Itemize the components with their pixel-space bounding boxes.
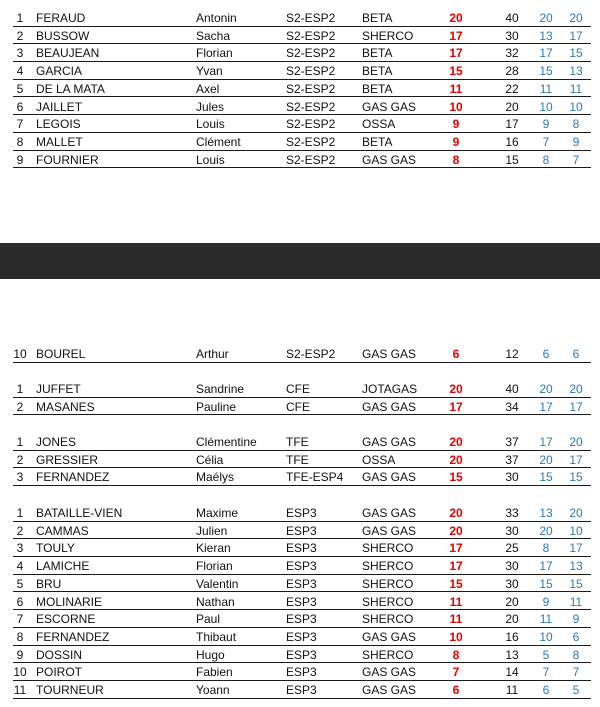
position-cell: 9	[16, 152, 24, 167]
points-cell: 11	[449, 81, 463, 96]
round2-cell: 17	[569, 399, 583, 414]
round1-cell: 20	[539, 452, 553, 467]
first-name-cell: Louis	[196, 117, 225, 132]
total-cell: 11	[505, 683, 519, 697]
category-cell: ESP3	[286, 559, 317, 574]
total-cell: 30	[505, 470, 519, 485]
motorcycle-cell: BETA	[362, 11, 393, 25]
last-name-cell: BUSSOW	[36, 28, 90, 43]
points-cell: 17	[449, 559, 463, 574]
motorcycle-cell: GAS GAS	[362, 629, 417, 644]
total-cell: 22	[505, 81, 519, 96]
table-row	[13, 98, 591, 116]
last-name-cell: BRU	[36, 576, 62, 591]
category-cell: ESP3	[286, 594, 317, 609]
table-row	[13, 468, 591, 486]
first-name-cell: Clémentine	[196, 435, 257, 449]
table-row	[13, 504, 591, 522]
position-cell: 8	[16, 134, 24, 149]
category-cell: ESP3	[286, 506, 317, 520]
points-cell: 9	[452, 134, 460, 149]
category-cell: ESP3	[286, 612, 317, 627]
last-name-cell: GARCIA	[36, 64, 83, 79]
total-cell: 34	[505, 399, 519, 414]
last-name-cell: MOLINARIE	[36, 594, 103, 609]
round1-cell: 8	[542, 541, 550, 556]
total-cell: 13	[505, 647, 519, 662]
round1-cell: 6	[542, 347, 550, 361]
points-cell: 15	[449, 64, 463, 79]
round2-cell: 20	[569, 435, 583, 449]
motorcycle-cell: GAS GAS	[362, 399, 417, 414]
position-cell: 1	[16, 11, 24, 25]
points-cell: 6	[452, 683, 460, 697]
points-cell: 17	[449, 399, 463, 414]
category-cell: S2-ESP2	[286, 11, 336, 25]
motorcycle-cell: GAS GAS	[362, 523, 417, 538]
round1-cell: 7	[542, 665, 550, 680]
category-cell: TFE-ESP4	[286, 470, 344, 485]
round2-cell: 8	[572, 117, 580, 132]
first-name-cell: Florian	[196, 46, 233, 61]
position-cell: 7	[16, 117, 24, 132]
total-cell: 16	[505, 629, 519, 644]
position-cell: 10	[13, 347, 27, 361]
position-cell: 2	[16, 452, 24, 467]
round2-cell: 20	[569, 382, 583, 396]
category-cell: S2-ESP2	[286, 99, 336, 114]
table-row	[13, 398, 591, 416]
first-name-cell: Sacha	[196, 28, 231, 43]
table-row	[13, 380, 591, 398]
table-row	[13, 151, 591, 169]
last-name-cell: JONES	[36, 435, 77, 449]
table-row	[13, 44, 591, 62]
last-name-cell: ESCORNE	[36, 612, 96, 627]
last-name-cell: MASANES	[36, 399, 95, 414]
category-cell: ESP3	[286, 683, 317, 697]
first-name-cell: Yvan	[196, 64, 223, 79]
points-cell: 6	[452, 347, 460, 361]
table-row	[13, 62, 591, 80]
first-name-cell: Sandrine	[196, 382, 245, 396]
first-name-cell: Florian	[196, 559, 233, 574]
total-cell: 40	[505, 382, 519, 396]
motorcycle-cell: GAS GAS	[362, 470, 417, 485]
first-name-cell: Valentin	[196, 576, 239, 591]
round2-cell: 7	[572, 665, 580, 680]
position-cell: 11	[13, 683, 27, 697]
total-cell: 30	[505, 28, 519, 43]
round1-cell: 17	[539, 399, 553, 414]
category-cell: S2-ESP2	[286, 28, 336, 43]
category-cell: S2-ESP2	[286, 46, 336, 61]
motorcycle-cell: OSSA	[362, 117, 396, 132]
table-row	[13, 27, 591, 45]
category-cell: ESP3	[286, 647, 317, 662]
total-cell: 28	[505, 64, 519, 79]
motorcycle-cell: SHERCO	[362, 576, 414, 591]
round1-cell: 11	[539, 81, 553, 96]
total-cell: 32	[505, 46, 519, 61]
first-name-cell: Louis	[196, 152, 225, 167]
round2-cell: 10	[569, 99, 583, 114]
points-cell: 8	[452, 647, 460, 662]
last-name-cell: TOURNEUR	[36, 683, 104, 697]
position-cell: 9	[16, 647, 24, 662]
points-cell: 15	[449, 470, 463, 485]
category-cell: ESP3	[286, 629, 317, 644]
last-name-cell: LEGOIS	[36, 117, 81, 132]
round1-cell: 13	[539, 28, 553, 43]
round1-cell: 17	[539, 46, 553, 61]
round2-cell: 13	[569, 559, 583, 574]
points-cell: 20	[449, 452, 463, 467]
page-separator-bar	[0, 243, 600, 279]
points-cell: 20	[449, 523, 463, 538]
table-row	[13, 451, 591, 469]
total-cell: 30	[505, 576, 519, 591]
total-cell: 12	[505, 347, 519, 361]
points-cell: 20	[449, 382, 463, 396]
table-row	[13, 345, 591, 363]
first-name-cell: Kieran	[196, 541, 231, 556]
motorcycle-cell: BETA	[362, 134, 393, 149]
round1-cell: 10	[539, 99, 553, 114]
motorcycle-cell: SHERCO	[362, 612, 414, 627]
motorcycle-cell: SHERCO	[362, 28, 414, 43]
last-name-cell: BATAILLE-VIEN	[36, 506, 123, 520]
motorcycle-cell: OSSA	[362, 452, 396, 467]
round1-cell: 17	[539, 559, 553, 574]
total-cell: 20	[505, 99, 519, 114]
last-name-cell: MALLET	[36, 134, 83, 149]
first-name-cell: Maxime	[196, 506, 239, 520]
position-cell: 5	[16, 81, 24, 96]
motorcycle-cell: BETA	[362, 46, 393, 61]
points-cell: 11	[449, 612, 463, 627]
first-name-cell: Thibaut	[196, 629, 237, 644]
category-cell: S2-ESP2	[286, 64, 336, 79]
category-cell: S2-ESP2	[286, 347, 336, 361]
last-name-cell: CAMMAS	[36, 523, 89, 538]
total-cell: 16	[505, 134, 519, 149]
table-row	[13, 433, 591, 451]
round1-cell: 20	[539, 523, 553, 538]
round1-cell: 5	[542, 647, 550, 662]
round1-cell: 20	[539, 382, 553, 396]
first-name-cell: Paul	[196, 612, 221, 627]
first-name-cell: Julien	[196, 523, 228, 538]
round1-cell: 15	[539, 64, 553, 79]
position-cell: 2	[16, 399, 24, 414]
first-name-cell: Nathan	[196, 594, 235, 609]
round2-cell: 15	[569, 470, 583, 485]
points-cell: 11	[449, 594, 463, 609]
first-name-cell: Célia	[196, 452, 224, 467]
total-cell: 37	[505, 452, 519, 467]
category-cell: ESP3	[286, 665, 317, 680]
motorcycle-cell: BETA	[362, 81, 393, 96]
position-cell: 1	[16, 382, 24, 396]
points-cell: 10	[449, 629, 463, 644]
table-row	[13, 133, 591, 151]
points-cell: 20	[449, 11, 463, 25]
total-cell: 17	[505, 117, 519, 132]
last-name-cell: JAILLET	[36, 99, 83, 114]
first-name-cell: Fabien	[196, 665, 233, 680]
round2-cell: 6	[572, 629, 580, 644]
position-cell: 1	[16, 506, 24, 520]
category-cell: CFE	[286, 382, 310, 396]
last-name-cell: GRESSIER	[36, 452, 99, 467]
last-name-cell: BEAUJEAN	[36, 46, 100, 61]
last-name-cell: DE LA MATA	[36, 81, 105, 96]
first-name-cell: Clément	[196, 134, 241, 149]
round1-cell: 10	[539, 629, 553, 644]
total-cell: 30	[505, 559, 519, 574]
first-name-cell: Jules	[196, 99, 225, 114]
round1-cell: 7	[542, 134, 550, 149]
motorcycle-cell: GAS GAS	[362, 435, 417, 449]
round2-cell: 10	[569, 523, 583, 538]
last-name-cell: FOURNIER	[36, 152, 99, 167]
last-name-cell: DOSSIN	[36, 647, 83, 662]
last-name-cell: FERAUD	[36, 11, 86, 25]
first-name-cell: Pauline	[196, 399, 237, 414]
category-cell: S2-ESP2	[286, 81, 336, 96]
last-name-cell: POIROT	[36, 665, 83, 680]
motorcycle-cell: GAS GAS	[362, 506, 417, 520]
round2-cell: 15	[569, 576, 583, 591]
first-name-cell: Axel	[196, 81, 220, 96]
category-cell: S2-ESP2	[286, 134, 336, 149]
motorcycle-cell: SHERCO	[362, 541, 414, 556]
points-cell: 9	[452, 117, 460, 132]
first-name-cell: Hugo	[196, 647, 225, 662]
round2-cell: 8	[572, 647, 580, 662]
category-cell: S2-ESP2	[286, 152, 336, 167]
motorcycle-cell: GAS GAS	[362, 152, 417, 167]
category-cell: S2-ESP2	[286, 117, 336, 132]
round2-cell: 5	[572, 683, 580, 697]
position-cell: 3	[16, 46, 24, 61]
motorcycle-cell: GAS GAS	[362, 347, 417, 361]
round2-cell: 13	[569, 64, 583, 79]
points-cell: 17	[449, 541, 463, 556]
table-row	[13, 115, 591, 133]
table-row	[13, 575, 591, 593]
round1-cell: 8	[542, 152, 550, 167]
position-cell: 8	[16, 629, 24, 644]
last-name-cell: LAMICHE	[36, 559, 90, 574]
motorcycle-cell: GAS GAS	[362, 665, 417, 680]
table-row	[13, 663, 591, 681]
total-cell: 20	[505, 594, 519, 609]
first-name-cell: Yoann	[196, 683, 230, 697]
points-cell: 17	[449, 46, 463, 61]
round2-cell: 17	[569, 452, 583, 467]
table-row	[13, 610, 591, 628]
position-cell: 6	[16, 594, 24, 609]
total-cell: 33	[505, 506, 519, 520]
points-cell: 7	[452, 665, 460, 680]
points-cell: 15	[449, 576, 463, 591]
total-cell: 37	[505, 435, 519, 449]
points-cell: 17	[449, 28, 463, 43]
round2-cell: 11	[569, 594, 583, 609]
first-name-cell: Maélys	[196, 470, 235, 485]
round1-cell: 20	[539, 11, 553, 25]
position-cell: 10	[13, 665, 27, 680]
round1-cell: 9	[542, 594, 550, 609]
points-cell: 8	[452, 152, 460, 167]
round2-cell: 17	[569, 28, 583, 43]
position-cell: 3	[16, 541, 24, 556]
table-row	[13, 628, 591, 646]
points-cell: 20	[449, 435, 463, 449]
round2-cell: 6	[572, 347, 580, 361]
position-cell: 2	[16, 28, 24, 43]
category-cell: ESP3	[286, 541, 317, 556]
points-cell: 20	[449, 506, 463, 520]
motorcycle-cell: GAS GAS	[362, 99, 417, 114]
motorcycle-cell: JOTAGAS	[362, 382, 418, 396]
category-cell: ESP3	[286, 576, 317, 591]
position-cell: 4	[16, 64, 24, 79]
position-cell: 2	[16, 523, 24, 538]
round2-cell: 20	[569, 11, 583, 25]
total-cell: 15	[505, 152, 519, 167]
round1-cell: 13	[539, 506, 553, 520]
last-name-cell: JUFFET	[36, 382, 81, 396]
round1-cell: 6	[542, 683, 550, 697]
last-name-cell: BOUREL	[36, 347, 86, 361]
category-cell: CFE	[286, 399, 310, 414]
total-cell: 14	[505, 665, 519, 680]
round1-cell: 11	[539, 612, 553, 627]
table-row	[13, 539, 591, 557]
round1-cell: 15	[539, 576, 553, 591]
position-cell: 4	[16, 559, 24, 574]
position-cell: 3	[16, 470, 24, 485]
position-cell: 1	[16, 435, 24, 449]
position-cell: 6	[16, 99, 24, 114]
total-cell: 25	[505, 541, 519, 556]
last-name-cell: FERNANDEZ	[36, 470, 110, 485]
category-cell: TFE	[286, 435, 309, 449]
round2-cell: 17	[569, 541, 583, 556]
motorcycle-cell: SHERCO	[362, 647, 414, 662]
motorcycle-cell: SHERCO	[362, 594, 414, 609]
table-row	[13, 681, 591, 699]
position-cell: 7	[16, 612, 24, 627]
round1-cell: 15	[539, 470, 553, 485]
round2-cell: 9	[572, 134, 580, 149]
total-cell: 20	[505, 612, 519, 627]
table-row	[13, 646, 591, 664]
round1-cell: 17	[539, 435, 553, 449]
total-cell: 40	[505, 11, 519, 25]
first-name-cell: Antonin	[196, 11, 237, 25]
last-name-cell: FERNANDEZ	[36, 629, 110, 644]
round2-cell: 9	[572, 612, 580, 627]
table-row	[13, 522, 591, 540]
motorcycle-cell: GAS GAS	[362, 683, 417, 697]
round2-cell: 20	[569, 506, 583, 520]
last-name-cell: TOULY	[36, 541, 75, 556]
round2-cell: 11	[569, 81, 583, 96]
table-row	[13, 9, 591, 27]
position-cell: 5	[16, 576, 24, 591]
category-cell: ESP3	[286, 523, 317, 538]
round2-cell: 7	[572, 152, 580, 167]
table-row	[13, 557, 591, 575]
total-cell: 30	[505, 523, 519, 538]
category-cell: TFE	[286, 452, 309, 467]
motorcycle-cell: BETA	[362, 64, 393, 79]
table-row	[13, 593, 591, 611]
round1-cell: 9	[542, 117, 550, 132]
first-name-cell: Arthur	[196, 347, 229, 361]
points-cell: 10	[449, 99, 463, 114]
round2-cell: 15	[569, 46, 583, 61]
table-row	[13, 80, 591, 98]
motorcycle-cell: SHERCO	[362, 559, 414, 574]
